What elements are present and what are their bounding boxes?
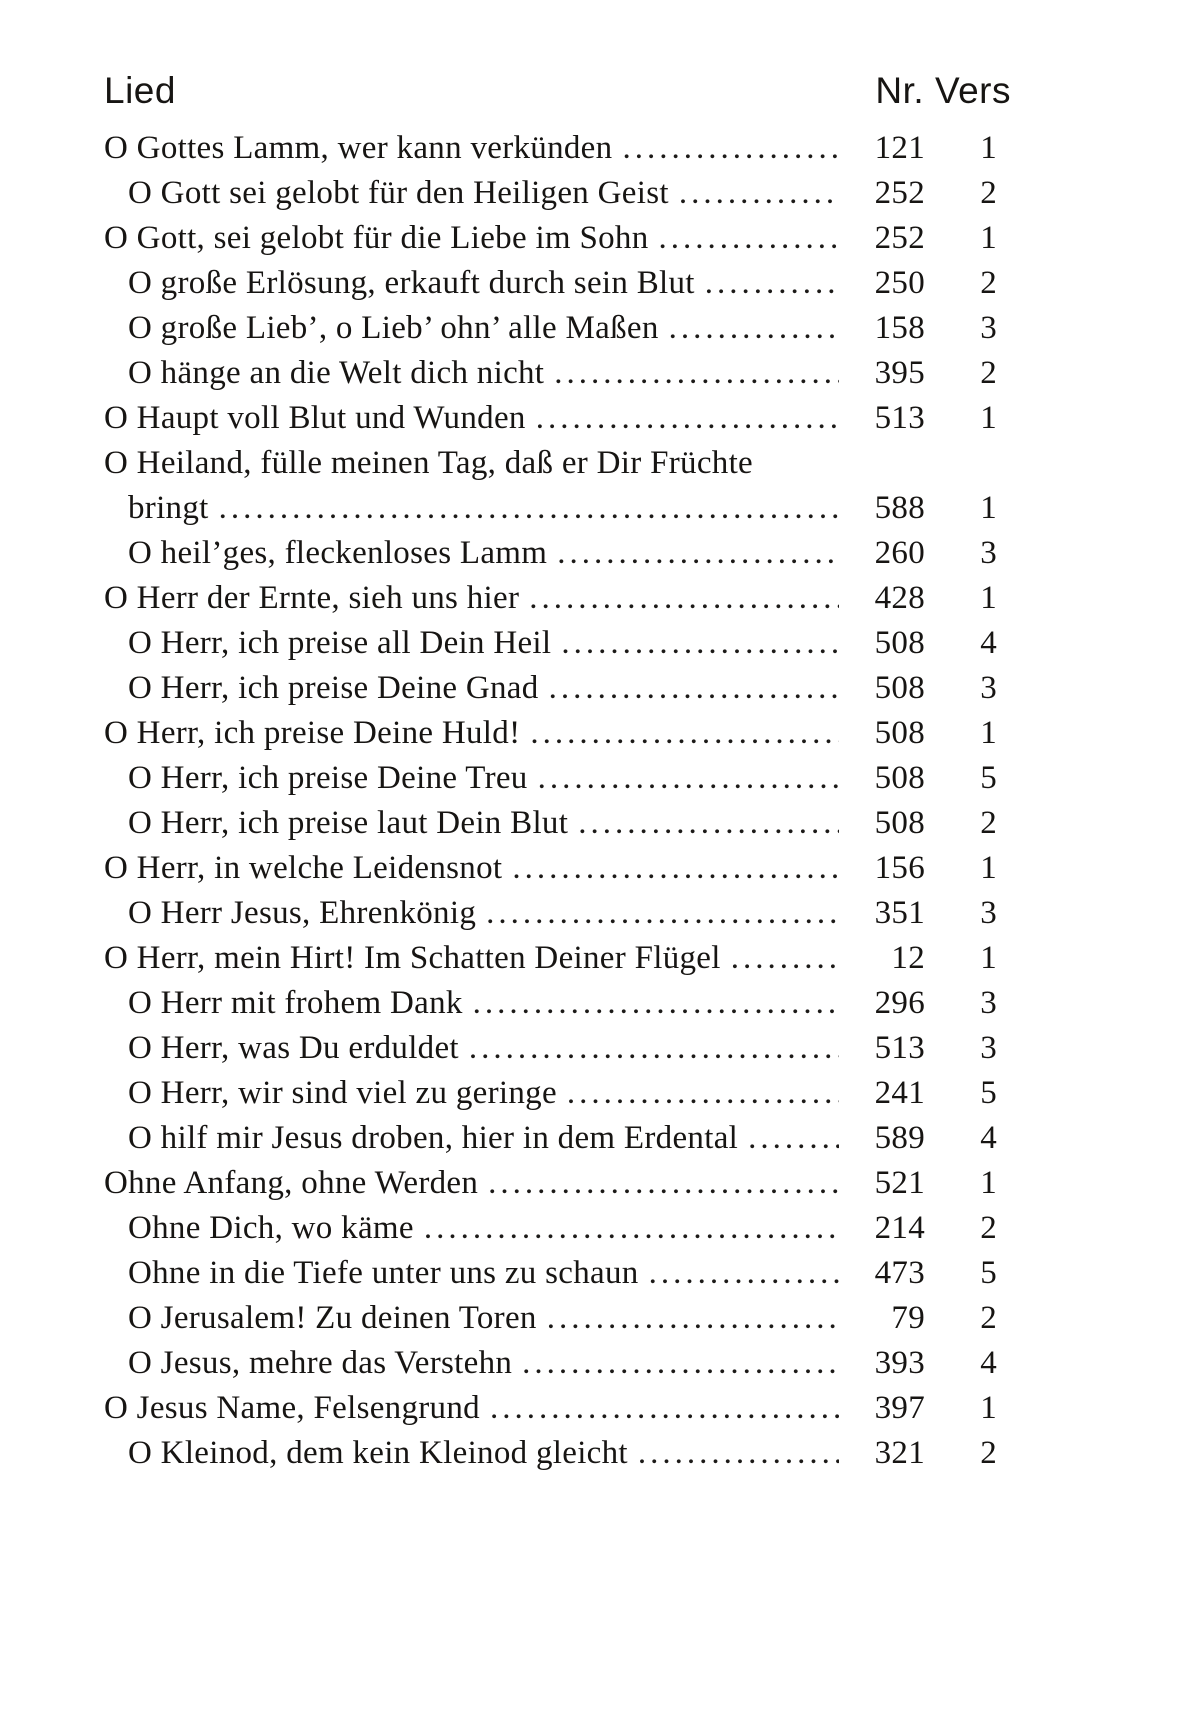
song-title: O Herr der Ernte, sieh uns hier <box>104 580 520 616</box>
song-title: bringt <box>128 490 209 526</box>
song-number: 397 <box>874 1390 925 1426</box>
verse-number: 3 <box>980 535 997 571</box>
index-row <box>104 805 1013 850</box>
dot-leader <box>512 850 839 887</box>
dot-leader <box>473 985 839 1022</box>
index-row <box>104 1210 1013 1255</box>
song-title: O Jerusalem! Zu deinen Toren <box>128 1300 537 1336</box>
verse-number: 5 <box>980 760 997 796</box>
song-number: 158 <box>874 310 925 346</box>
song-title: O Herr, ich preise Deine Gnad <box>128 670 539 706</box>
song-title: O Kleinod, dem kein Kleinod gleicht <box>128 1435 628 1471</box>
verse-number: 2 <box>980 1435 997 1471</box>
song-title: O Herr, wir sind viel zu geringe <box>128 1075 557 1111</box>
verse-number: 2 <box>980 1210 997 1246</box>
song-number: 121 <box>874 130 925 166</box>
song-title: O Herr, ich preise Deine Huld! <box>104 715 521 751</box>
verse-number: 4 <box>980 1345 997 1381</box>
index-row <box>104 265 1013 310</box>
index-row <box>104 715 1013 760</box>
song-number: 589 <box>874 1120 925 1156</box>
song-title: O Gott sei gelobt für den Heiligen Geist <box>128 175 669 211</box>
index-row <box>104 670 1013 715</box>
index-row <box>104 985 1013 1030</box>
song-title: Ohne in die Tiefe unter uns zu schaun <box>128 1255 639 1291</box>
verse-number: 2 <box>980 175 997 211</box>
index-row <box>104 1300 1013 1345</box>
verse-number: 1 <box>980 940 997 976</box>
song-title: O Herr, ich preise Deine Treu <box>128 760 528 796</box>
song-number: 241 <box>874 1075 925 1111</box>
dot-leader <box>578 805 839 842</box>
song-number: 513 <box>874 400 925 436</box>
index-header <box>104 70 1013 112</box>
song-title: O Herr, mein Hirt! Im Schatten Deiner Flügel <box>104 940 721 976</box>
dot-leader <box>622 130 839 167</box>
verse-number: 3 <box>980 985 997 1021</box>
index-row <box>104 580 1013 625</box>
dot-leader <box>748 1120 839 1157</box>
entry-list <box>104 130 1013 1480</box>
verse-number: 5 <box>980 1075 997 1111</box>
song-number: 321 <box>874 1435 925 1471</box>
dot-leader <box>554 355 839 392</box>
dot-leader <box>731 940 839 977</box>
verse-number: 1 <box>980 1390 997 1426</box>
index-row <box>104 130 1013 175</box>
verse-number: 1 <box>980 1165 997 1201</box>
verse-number: 2 <box>980 1300 997 1336</box>
column-header-lied: Lied <box>104 70 176 111</box>
verse-number: 1 <box>980 400 997 436</box>
dot-leader <box>219 490 839 527</box>
index-row <box>104 1030 1013 1075</box>
index-row <box>104 535 1013 580</box>
song-number: 508 <box>874 625 925 661</box>
dot-leader <box>486 895 839 932</box>
song-number: 513 <box>874 1030 925 1066</box>
dot-leader <box>549 670 839 707</box>
song-number: 79 <box>891 1300 925 1336</box>
verse-number: 3 <box>980 310 997 346</box>
dot-leader <box>424 1210 839 1247</box>
verse-number: 3 <box>980 895 997 931</box>
verse-number: 1 <box>980 130 997 166</box>
song-number: 393 <box>874 1345 925 1381</box>
song-title: O Herr, ich preise all Dein Heil <box>128 625 552 661</box>
song-title: O hänge an die Welt dich nicht <box>128 355 545 391</box>
song-number: 252 <box>874 220 925 256</box>
index-row <box>104 1435 1013 1480</box>
song-title: O große Erlösung, erkauft durch sein Blut <box>128 265 695 301</box>
dot-leader <box>490 1390 839 1427</box>
song-title: O Herr, was Du erduldet <box>128 1030 459 1066</box>
song-title: O Gottes Lamm, wer kann verkünden <box>104 130 613 166</box>
index-row <box>104 1255 1013 1300</box>
dot-leader <box>469 1030 839 1067</box>
dot-leader <box>530 715 839 752</box>
song-number: 12 <box>891 940 925 976</box>
dot-leader <box>557 535 839 572</box>
dot-leader <box>488 1165 839 1202</box>
dot-leader <box>522 1345 839 1382</box>
index-row <box>104 850 1013 895</box>
song-number: 473 <box>874 1255 925 1291</box>
verse-number: 5 <box>980 1255 997 1291</box>
song-title: O Gott, sei gelobt für die Liebe im Sohn <box>104 220 649 256</box>
song-number: 508 <box>874 715 925 751</box>
verse-number: 1 <box>980 715 997 751</box>
verse-number: 2 <box>980 355 997 391</box>
index-row <box>104 445 1013 490</box>
song-number: 214 <box>874 1210 925 1246</box>
index-row <box>104 940 1013 985</box>
index-page <box>104 70 1013 1480</box>
verse-number: 2 <box>980 805 997 841</box>
song-title: O Herr, in welche Leidensnot <box>104 850 503 886</box>
column-header-nr-vers: Nr. Vers <box>875 70 1011 111</box>
song-title: O Jesus, mehre das Verstehn <box>128 1345 513 1381</box>
song-number: 252 <box>874 175 925 211</box>
index-row <box>104 400 1013 445</box>
index-row <box>104 625 1013 670</box>
index-row <box>104 1345 1013 1390</box>
dot-leader <box>638 1435 839 1472</box>
index-row <box>104 1390 1013 1435</box>
index-row <box>104 1120 1013 1165</box>
index-row <box>104 1165 1013 1210</box>
dot-leader <box>567 1075 839 1112</box>
song-number: 508 <box>874 805 925 841</box>
index-row <box>104 760 1013 805</box>
song-number: 428 <box>874 580 925 616</box>
song-number: 250 <box>874 265 925 301</box>
index-row <box>104 490 1013 535</box>
song-title: O heil’ges, fleckenloses Lamm <box>128 535 548 571</box>
index-row <box>104 220 1013 265</box>
dot-leader <box>659 220 840 257</box>
verse-number: 1 <box>980 580 997 616</box>
verse-number: 3 <box>980 1030 997 1066</box>
song-title: O Heiland, fülle meinen Tag, daß er Dir Früchte <box>104 445 753 481</box>
index-row <box>104 1075 1013 1120</box>
song-title: O große Lieb’, o Lieb’ ohn’ alle Maßen <box>128 310 659 346</box>
dot-leader <box>547 1300 839 1337</box>
song-title: Ohne Dich, wo käme <box>128 1210 414 1246</box>
dot-leader <box>536 400 839 437</box>
verse-number: 3 <box>980 670 997 706</box>
song-title: O Herr mit frohem Dank <box>128 985 463 1021</box>
song-title: O Haupt voll Blut und Wunden <box>104 400 526 436</box>
dot-leader <box>538 760 839 797</box>
song-title: O hilf mir Jesus droben, hier in dem Erdental <box>128 1120 739 1156</box>
song-number: 156 <box>874 850 925 886</box>
dot-leader <box>705 265 839 302</box>
verse-number: 2 <box>980 265 997 301</box>
index-row <box>104 895 1013 940</box>
verse-number: 4 <box>980 1120 997 1156</box>
song-number: 395 <box>874 355 925 391</box>
dot-leader <box>529 580 839 617</box>
verse-number: 4 <box>980 625 997 661</box>
song-title: Ohne Anfang, ohne Werden <box>104 1165 479 1201</box>
song-number: 521 <box>874 1165 925 1201</box>
song-number: 260 <box>874 535 925 571</box>
song-title: O Herr Jesus, Ehrenkönig <box>128 895 477 931</box>
song-number: 508 <box>874 670 925 706</box>
verse-number: 1 <box>980 220 997 256</box>
dot-leader <box>679 175 839 212</box>
dot-leader <box>561 625 839 662</box>
dot-leader <box>669 310 839 347</box>
index-row <box>104 175 1013 220</box>
song-number: 588 <box>874 490 925 526</box>
dot-leader <box>649 1255 839 1292</box>
verse-number: 1 <box>980 490 997 526</box>
song-number: 508 <box>874 760 925 796</box>
index-row <box>104 310 1013 355</box>
song-number: 296 <box>874 985 925 1021</box>
song-title: O Herr, ich preise laut Dein Blut <box>128 805 569 841</box>
song-title: O Jesus Name, Felsengrund <box>104 1390 480 1426</box>
song-number: 351 <box>874 895 925 931</box>
index-row <box>104 355 1013 400</box>
verse-number: 1 <box>980 850 997 886</box>
